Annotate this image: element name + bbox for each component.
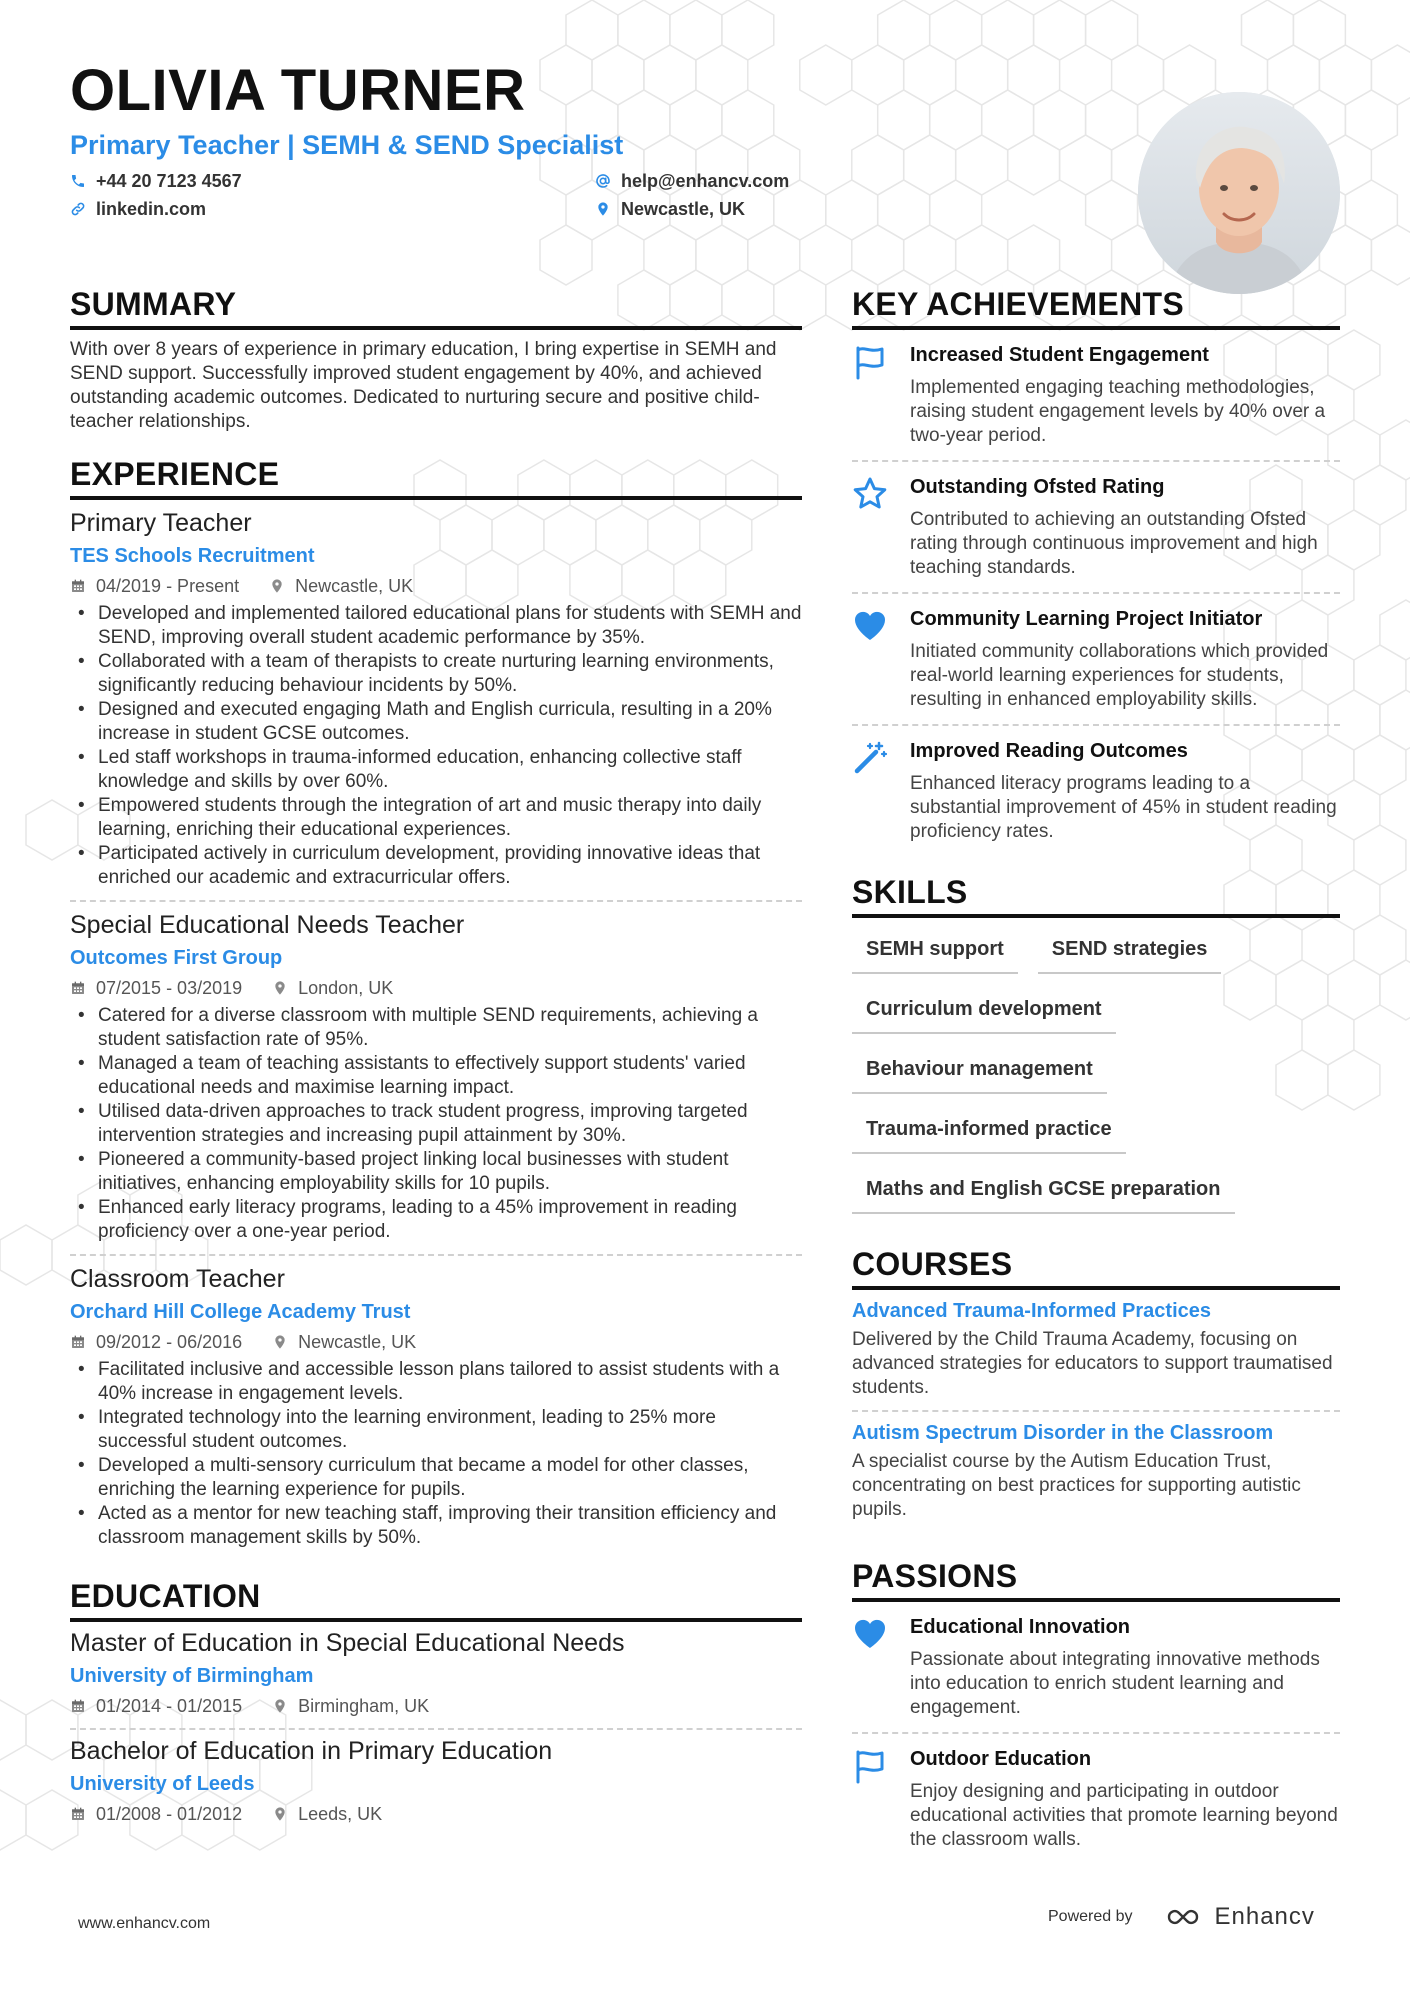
flag-icon [852, 342, 910, 448]
entry-description: Contributed to achieving an outstanding Ofsted rating through continuous improvement and high teaching standards. [910, 509, 1318, 578]
job-bullet: • Utilised data-driven approaches to track student progress, improving targeted intervention strategies and increasing pupil attainment by 30%. [70, 1100, 802, 1148]
powered-by-text: Powered by [1048, 1908, 1133, 1925]
job-entry [70, 902, 802, 1256]
summary-text: With over 8 years of experience in primary education, I bring expertise in SEMH and SEND support. Successfully improved student engagement by 40%, and achieved outstanding academic outcomes. Dedicated to nurturing secure and positive child-teacher relationships. [70, 339, 777, 432]
course-title[interactable]: Autism Spectrum Disorder in the Classroom [852, 1422, 1274, 1444]
skill-tag: SEND strategies [1038, 928, 1222, 974]
entry-description: Passionate about integrating innovative methods into education to enrich student learning and engagement. [910, 1649, 1320, 1718]
passions-section [852, 1558, 1340, 1864]
heart-icon [852, 606, 910, 712]
job-title: Primary Teacher [70, 509, 252, 537]
entry-title: Outdoor Education [910, 1748, 1092, 1770]
right-column [852, 286, 1340, 1882]
calendar-icon [70, 578, 86, 594]
skills-heading: SKILLS [852, 874, 1340, 918]
job-bullet: • Led staff workshops in trauma-informed education, enhancing collective staff knowledge and skills by over 60%. [70, 746, 802, 794]
location-pin-icon [272, 1806, 288, 1822]
location [272, 976, 393, 1000]
job-bullets [70, 1358, 802, 1550]
linkedin-text: linkedin.com [96, 199, 207, 219]
location-pin-icon [272, 980, 288, 996]
calendar-icon [70, 1334, 86, 1350]
contact-phone[interactable] [70, 170, 595, 192]
passion-entry [852, 1734, 1340, 1864]
location-text: Birmingham, UK [298, 1696, 430, 1716]
candidate-name: OLIVIA TURNER [70, 58, 526, 123]
skill-tag: Curriculum development [852, 988, 1116, 1034]
star-icon [852, 474, 910, 580]
contact-linkedin[interactable] [70, 198, 595, 220]
school-name[interactable]: University of Birmingham [70, 1665, 314, 1687]
job-bullet: • Integrated technology into the learning environment, leading to 25% more successful student outcomes. [70, 1406, 802, 1454]
course-entry [852, 1290, 1340, 1412]
achievement-list [852, 330, 1340, 856]
courses-section [852, 1246, 1340, 1532]
job-bullet: • Empowered students through the integration of art and music therapy into daily learning, enriching their educational experiences. [70, 794, 802, 842]
achievements-heading: KEY ACHIEVEMENTS [852, 286, 1340, 330]
education-section [70, 1578, 802, 1836]
job-bullet: • Managed a team of teaching assistants to effectively support students' varied educational needs and maximise learning impact. [70, 1052, 802, 1100]
degree-title: Master of Education in Special Educational Needs [70, 1629, 625, 1657]
infinity-logo-icon [1159, 1904, 1207, 1930]
candidate-headline: Primary Teacher | SEMH & SEND Specialist [70, 130, 624, 160]
skills-section [852, 874, 1340, 1228]
skill-list [852, 928, 1340, 1228]
company-name[interactable]: Outcomes First Group [70, 947, 283, 969]
course-description: Delivered by the Child Trauma Academy, focusing on advanced strategies for educators to support traumatised students. [852, 1329, 1333, 1398]
experience-heading: EXPERIENCE [70, 456, 802, 500]
location-text: Newcastle, UK [295, 576, 414, 596]
date-location-row [70, 1802, 802, 1826]
summary-section [70, 286, 802, 434]
date-range [70, 1802, 242, 1826]
education-entry [70, 1622, 802, 1730]
contact-location [595, 198, 895, 220]
location [272, 1694, 429, 1718]
skill-tag: Maths and English GCSE preparation [852, 1168, 1235, 1214]
contact-email[interactable] [595, 170, 895, 192]
skill-tag: Trauma-informed practice [852, 1108, 1126, 1154]
date-location-row [70, 1330, 802, 1354]
contact-list [70, 170, 1130, 220]
job-title: Special Educational Needs Teacher [70, 911, 465, 939]
phone-text: +44 20 7123 4567 [96, 171, 242, 191]
education-entry [70, 1730, 802, 1836]
job-bullet: • Designed and executed engaging Math and English curricula, resulting in a 20% increase in student GCSE outcomes. [70, 698, 802, 746]
date-location-row [70, 574, 802, 598]
job-bullet: • Pioneered a community-based project linking local businesses with student initiatives, enhancing employability skills for 10 pupils. [70, 1148, 802, 1196]
date-text: 01/2014 - 01/2015 [96, 1696, 243, 1716]
job-title: Classroom Teacher [70, 1265, 285, 1293]
resume-header [70, 60, 1130, 260]
course-description: A specialist course by the Autism Education Trust, concentrating on best practices for supporting autistic pupils. [852, 1451, 1301, 1520]
footer-website[interactable]: www.enhancv.com [78, 1915, 211, 1932]
passions-heading: PASSIONS [852, 1558, 1340, 1602]
passion-entry [852, 1602, 1340, 1734]
heart-icon [852, 1614, 910, 1720]
job-bullet: • Catered for a diverse classroom with multiple SEND requirements, achieving a student satisfaction rate of 95%. [70, 1004, 802, 1052]
passion-list [852, 1602, 1340, 1864]
job-bullet: • Enhanced early literacy programs, leading to a 45% improvement in reading proficiency over a one-year period. [70, 1196, 802, 1244]
location [272, 1330, 416, 1354]
date-location-row [70, 1694, 802, 1718]
achievement-entry [852, 594, 1340, 726]
calendar-icon [70, 1698, 86, 1714]
location-pin-icon [595, 201, 611, 217]
brand-logo[interactable] [1159, 1903, 1315, 1931]
calendar-icon [70, 1806, 86, 1822]
courses-heading: COURSES [852, 1246, 1340, 1290]
entry-title: Improved Reading Outcomes [910, 740, 1188, 762]
date-location-row [70, 976, 802, 1000]
achievement-entry [852, 726, 1340, 856]
job-entry [70, 500, 802, 902]
entry-description: Implemented engaging teaching methodologies, raising student engagement levels by 40% over a two-year period. [910, 377, 1326, 446]
profile-photo [1138, 92, 1340, 294]
location [272, 1802, 382, 1826]
entry-description: Initiated community collaborations which provided real-world learning experiences for students, resulting in enhanced employability skills. [910, 641, 1329, 710]
location-text: Newcastle, UK [621, 199, 746, 219]
flag-icon [852, 1746, 910, 1852]
entry-title: Increased Student Engagement [910, 344, 1209, 366]
calendar-icon [70, 980, 86, 996]
date-text: 07/2015 - 03/2019 [96, 978, 243, 998]
job-bullets [70, 1004, 802, 1244]
education-heading: EDUCATION [70, 1578, 802, 1622]
job-entry [70, 1256, 802, 1560]
location-pin-icon [272, 1698, 288, 1714]
job-list [70, 500, 802, 1560]
school-name[interactable]: University of Leeds [70, 1773, 255, 1795]
location-text: Newcastle, UK [298, 1332, 417, 1352]
experience-section [70, 456, 802, 1560]
location [269, 574, 413, 598]
entry-title: Educational Innovation [910, 1616, 1131, 1638]
job-bullet: • Acted as a mentor for new teaching staff, improving their transition efficiency and classroom management skills by 50%. [70, 1502, 802, 1550]
company-name[interactable]: TES Schools Recruitment [70, 545, 315, 567]
date-text: 01/2008 - 01/2012 [96, 1804, 243, 1824]
brand-name: Enhancv [1214, 1903, 1315, 1930]
location-pin-icon [272, 1334, 288, 1350]
magic-wand-icon [852, 738, 910, 844]
skill-tag: SEMH support [852, 928, 1018, 974]
date-text: 04/2019 - Present [96, 576, 240, 596]
course-list [852, 1290, 1340, 1532]
skill-tag: Behaviour management [852, 1048, 1107, 1094]
date-range [70, 1694, 242, 1718]
date-range [70, 574, 239, 598]
entry-title: Community Learning Project Initiator [910, 608, 1263, 630]
footer-branding [1048, 1903, 1315, 1931]
degree-title: Bachelor of Education in Primary Education [70, 1737, 553, 1765]
achievements-section [852, 286, 1340, 856]
course-entry [852, 1412, 1340, 1532]
achievement-entry [852, 330, 1340, 462]
location-text: Leeds, UK [298, 1804, 383, 1824]
job-bullet: • Collaborated with a team of therapists to create nurturing learning environments, significantly reducing behaviour incidents by 50%. [70, 650, 802, 698]
company-name[interactable]: Orchard Hill College Academy Trust [70, 1301, 411, 1323]
location-pin-icon [269, 578, 285, 594]
date-range [70, 976, 242, 1000]
summary-heading: SUMMARY [70, 286, 802, 330]
location-text: London, UK [298, 978, 394, 998]
phone-icon [70, 173, 86, 189]
achievement-entry [852, 462, 1340, 594]
job-bullet: • Facilitated inclusive and accessible lesson plans tailored to assist students with a 40% increase in engagement levels. [70, 1358, 802, 1406]
left-column [70, 286, 802, 1854]
course-title[interactable]: Advanced Trauma-Informed Practices [852, 1300, 1212, 1322]
job-bullet: • Developed and implemented tailored educational plans for students with SEMH and SEND, improving overall student academic performance by 35%. [70, 602, 802, 650]
date-text: 09/2012 - 06/2016 [96, 1332, 243, 1352]
link-icon [70, 201, 86, 217]
job-bullets [70, 602, 802, 890]
at-icon [595, 173, 611, 189]
job-bullet: • Participated actively in curriculum development, providing innovative ideas that enriched our academic and extracurricular offers. [70, 842, 802, 890]
entry-title: Outstanding Ofsted Rating [910, 476, 1165, 498]
entry-description: Enhanced literacy programs leading to a substantial improvement of 45% in student reading proficiency rates. [910, 773, 1337, 842]
date-range [70, 1330, 242, 1354]
job-bullet: • Developed a multi-sensory curriculum that became a model for other classes, enriching the learning experience for pupils. [70, 1454, 802, 1502]
entry-description: Enjoy designing and participating in outdoor educational activities that promote learning beyond the classroom walls. [910, 1781, 1338, 1850]
education-list [70, 1622, 802, 1836]
email-text: help@enhancv.com [621, 171, 790, 191]
